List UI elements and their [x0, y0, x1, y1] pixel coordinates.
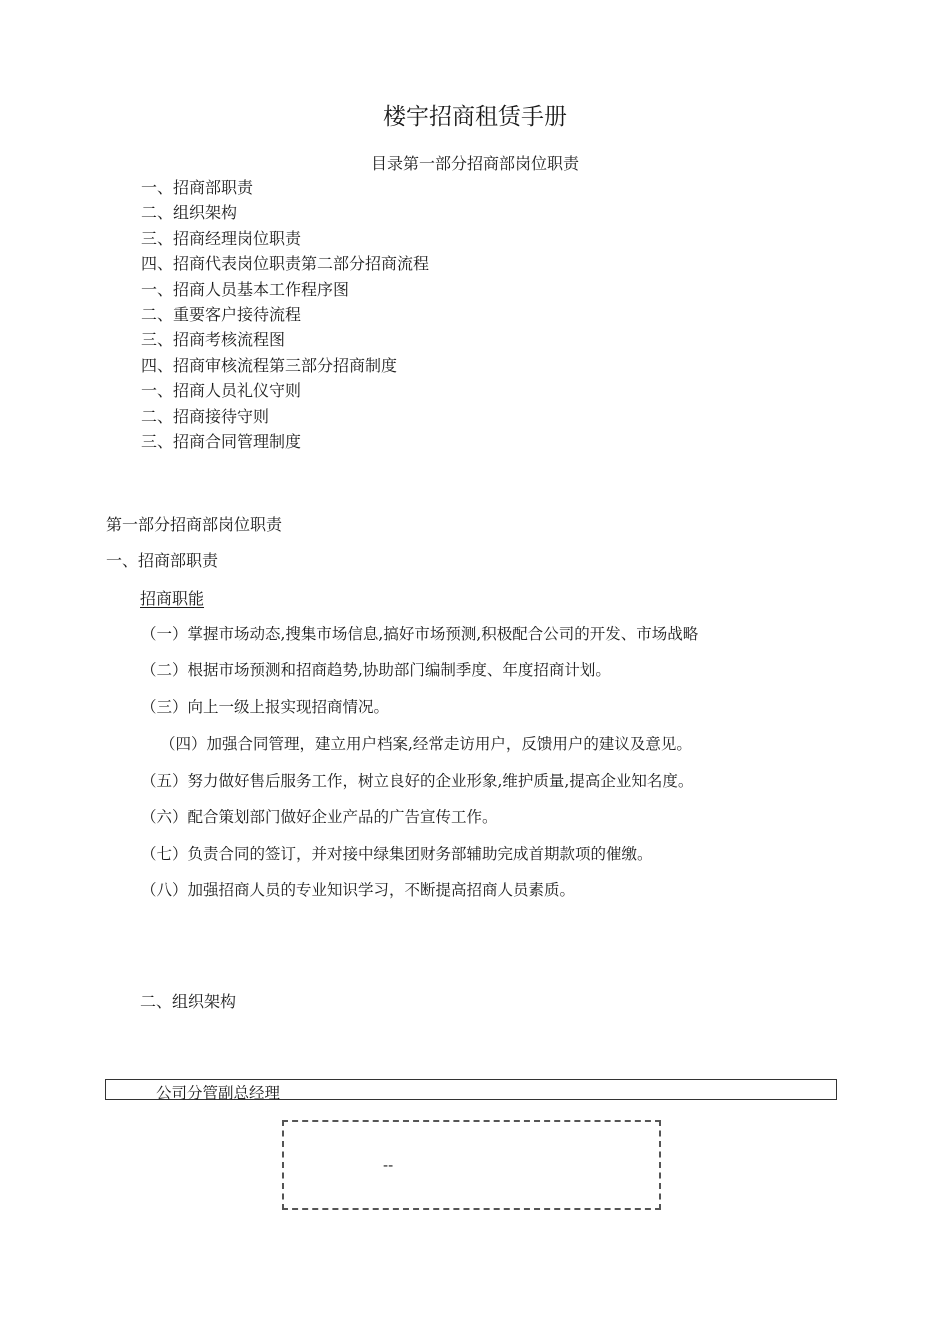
toc-item: 三、招商合同管理制度 [141, 431, 302, 451]
toc-item: 三、招商经理岗位职责 [141, 228, 302, 248]
duty-item: （四）加强合同管理，建立用户档案,经常走访用户，反馈用户的建议及意见。 [160, 735, 692, 753]
duty-item: （二）根据市场预测和招商趋势,协助部门编制季度、年度招商计划。 [141, 661, 611, 679]
toc-item: 一、招商人员基本工作程序图 [141, 279, 350, 299]
toc-item: 四、招商代表岗位职责第二部分招商流程 [141, 254, 430, 274]
duty-item: （五）努力做好售后服务工作，树立良好的企业形象,维护质量,提高企业知名度。 [141, 772, 694, 790]
duty-item: （三）向上一级上报实现招商情况。 [141, 698, 390, 716]
toc-item: 一、招商部职责 [141, 178, 254, 197]
section-heading: 一、招商部职责 [106, 551, 219, 570]
subsection-heading: 招商职能 [140, 589, 205, 608]
toc-item: 二、招商接待守则 [141, 406, 270, 426]
duty-item: （一）掌握市场动态,搜集市场信息,搞好市场预测,积极配合公司的开发、市场战略 [141, 625, 699, 643]
org-chart-placeholder: -- [383, 1156, 394, 1174]
toc-item: 四、招商审核流程第三部分招商制度 [141, 355, 398, 375]
duty-item: （七）负责合同的签订，并对接中绿集团财务部辅助完成首期款项的催缴。 [141, 845, 653, 863]
toc-item: 二、重要客户接待流程 [141, 304, 302, 324]
toc-item: 一、招商人员礼仪守则 [141, 381, 302, 401]
toc-heading: 目录第一部分招商部岗位职责 [370, 154, 579, 173]
org-chart-dashed-box [282, 1120, 661, 1210]
table-of-contents [141, 175, 429, 454]
toc-item: 三、招商考核流程图 [141, 330, 286, 350]
toc-item: 二、组织架构 [141, 203, 238, 223]
duty-item: （六）配合策划部门做好企业产品的广告宣传工作。 [141, 808, 498, 826]
document-title: 楼宇招商租赁手册 [383, 104, 567, 130]
section-heading: 二、组织架构 [140, 992, 237, 1011]
duty-item: （八）加强招商人员的专业知识学习，不断提高招商人员素质。 [141, 881, 576, 899]
part-heading: 第一部分招商部岗位职责 [106, 515, 283, 534]
org-chart-top-label: 公司分管副总经理 [156, 1084, 281, 1102]
